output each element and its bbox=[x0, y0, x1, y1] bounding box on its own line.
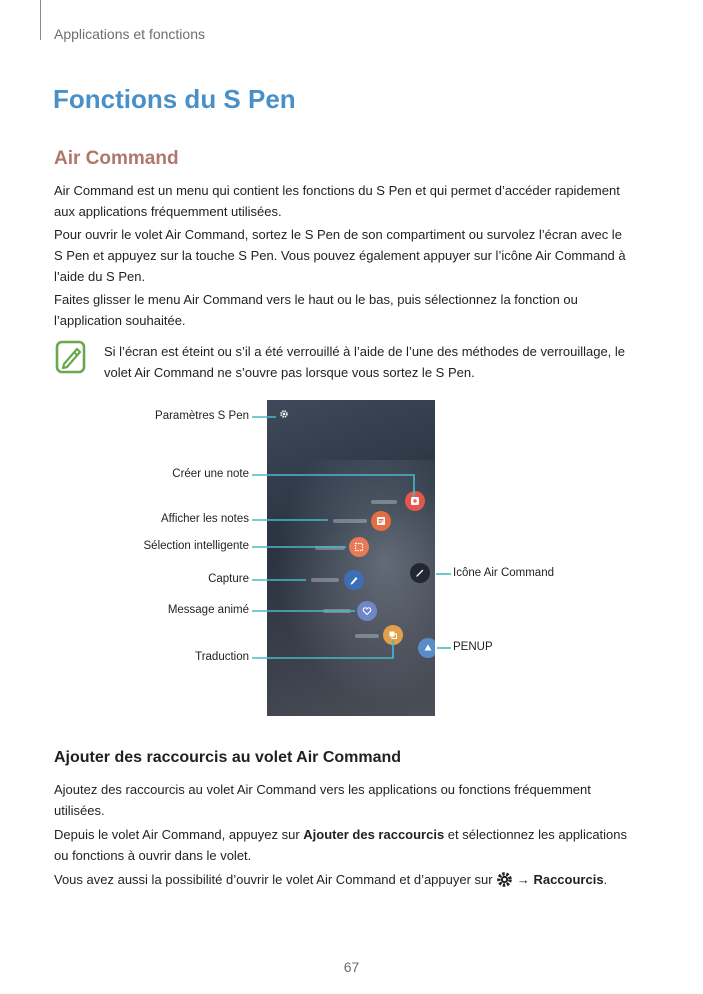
callout-view-notes: Afficher les notes bbox=[160, 513, 249, 525]
callout-settings: Paramètres S Pen bbox=[155, 410, 249, 422]
add-shortcuts-label: Ajouter des raccourcis bbox=[303, 827, 445, 842]
paragraph-text: Depuis le volet Air Command, appuyez sur bbox=[54, 827, 304, 842]
paragraph-shortcuts bbox=[54, 779, 654, 821]
callout-capture: Capture bbox=[208, 573, 249, 585]
paragraph-line: Pour ouvrir le volet Air Command, sortez le S Pen de son compartiment ou survolez l’écran avec le bbox=[54, 227, 622, 242]
callout-air-command-icon: Icône Air Command bbox=[453, 567, 554, 579]
leader-translate bbox=[252, 640, 393, 658]
paragraph-line: l’application souhaitée. bbox=[54, 313, 186, 328]
paragraph-add-shortcuts bbox=[54, 824, 654, 866]
arrow-text: → bbox=[513, 872, 534, 887]
paragraph-line: S Pen et appuyez sur la touche S Pen. Vous pouvez également appuyer sur l’icône Air Command à bbox=[54, 248, 626, 263]
paragraph-text: Vous avez aussi la possibilité d’ouvrir le volet Air Command et d’appuyer sur bbox=[54, 872, 497, 887]
callout-create-note: Créer une note bbox=[172, 468, 249, 480]
paragraph-line: Air Command est un menu qui contient les fonctions du S Pen et qui permet d’accéder rapidement bbox=[54, 183, 620, 198]
paragraph-line: l’aide du S Pen. bbox=[54, 269, 146, 284]
gear-icon bbox=[496, 871, 513, 888]
paragraph-line: utilisées. bbox=[54, 803, 105, 818]
callout-smart-select: Sélection intelligente bbox=[143, 540, 249, 552]
running-header: Applications et fonctions bbox=[54, 26, 205, 42]
callout-penup: PENUP bbox=[453, 641, 493, 653]
paragraph-line: ou fonctions à ouvrir dans le volet. bbox=[54, 848, 252, 863]
paragraph-line: Ajoutez des raccourcis au volet Air Command vers les applications ou fonctions fréquemment bbox=[54, 782, 591, 797]
callout-live-message: Message animé bbox=[167, 604, 249, 616]
page-title: Fonctions du S Pen bbox=[53, 84, 296, 114]
callout-translate: Traduction bbox=[195, 651, 249, 663]
section-title: Air Command bbox=[54, 148, 179, 169]
note-line: Si l’écran est éteint ou s’il a été verrouillé à l’aide de l’une des méthodes de verrouillage, le bbox=[104, 344, 626, 359]
paragraph-text: . bbox=[603, 872, 608, 887]
paragraph-line: aux applications fréquemment utilisées. bbox=[54, 204, 282, 219]
paragraph-shortcuts-menu bbox=[54, 869, 654, 890]
paragraph-line: Faites glisser le menu Air Command vers le haut ou le bas, puis sélectionnez la fonction ou bbox=[54, 292, 578, 307]
paragraph-text: et sélectionnez les applications bbox=[444, 827, 628, 842]
page-number: 67 bbox=[343, 959, 360, 975]
leader-create-note bbox=[252, 475, 414, 497]
shortcuts-label: Raccourcis bbox=[533, 872, 604, 887]
note-line: volet Air Command ne s’ouvre pas lorsque vous sortez le S Pen. bbox=[104, 365, 475, 380]
subsection-title: Ajouter des raccourcis au volet Air Command bbox=[54, 749, 402, 766]
